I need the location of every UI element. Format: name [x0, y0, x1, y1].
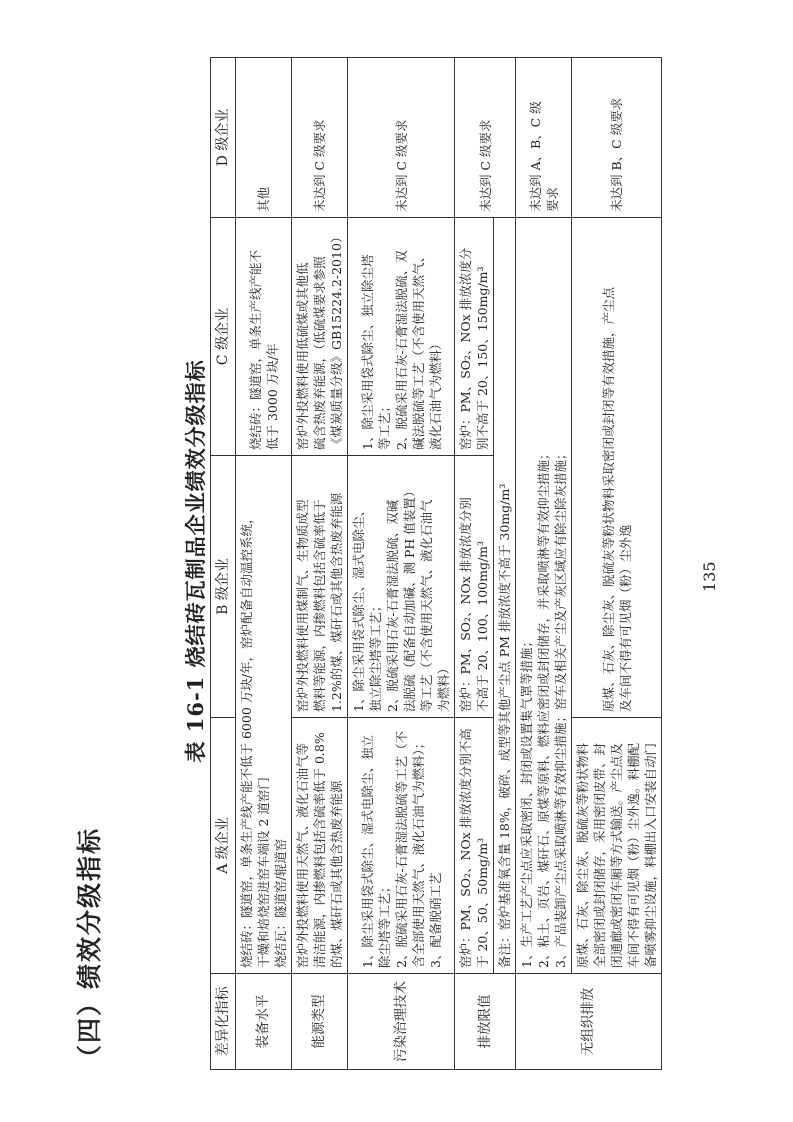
emission-d: 未达到 C 级要求: [455, 58, 516, 218]
treatment-c: [348, 218, 455, 456]
text-line: 除尘塔等工艺；: [376, 880, 392, 968]
text-line: 不高于 20、100、100mg/m³: [475, 540, 490, 712]
text-line: 别不高于 20、150、150mg/m³: [475, 266, 490, 450]
text-line: 及车间不得有可见烟（粉）尘外逸: [617, 524, 633, 712]
text-line: 《煤炭质量分级》GB15224.2-2010）: [329, 230, 344, 450]
row-treatment: [348, 58, 455, 1070]
header-a: A 级企业: [211, 718, 236, 974]
text-line: 1、生产工艺产尘点应采取密闭、封闭或设置集气罩等措施；: [519, 635, 534, 968]
fugitive-bc: [572, 218, 662, 718]
energy-a: [292, 718, 348, 974]
indicator-equipment: 装备水平: [236, 974, 292, 1070]
fugitive-common: [516, 218, 572, 974]
text-line: 未达到 A、B、C 级: [527, 101, 543, 212]
text-line: 车间不得有可见烟（粉）尘外逸。料棚配: [626, 742, 641, 968]
text-line: 1、除尘采用袋式除尘、湿式电除尘、: [351, 504, 366, 712]
text-line: 备喷雾抑尘设施，料棚出入口安装自动门: [643, 742, 658, 968]
emission-b: [455, 456, 494, 718]
treatment-d: 未达到 C 级要求: [348, 58, 455, 218]
equipment-c: [236, 218, 292, 456]
header-c: C 级企业: [211, 218, 236, 456]
text-line: 窑炉：PM、SO₂、NOx 排放浓度分: [458, 247, 473, 450]
treatment-b: [348, 456, 455, 718]
indicator-fugitive: 无组织排放: [516, 974, 662, 1070]
text-line: 烧结瓦：隧道窑/辊道窑: [273, 838, 288, 968]
text-line: 全部密闭或封闭储存，采用密闭皮带、封: [592, 742, 607, 968]
header-row: [211, 58, 236, 1070]
equipment-d: 其他: [236, 58, 292, 218]
text-line: 2、脱硫采用石灰-石膏湿法脱硫、双: [393, 250, 409, 450]
row-equipment: [236, 58, 292, 1070]
text-line: 原煤、石灰、除尘灰、脱硫灰等粉状物料: [575, 742, 590, 968]
text-line: 为燃料）: [436, 661, 451, 712]
row-fugitive-detail: [572, 58, 662, 1070]
fugitive-d: 未达到 B、C 级要求: [572, 58, 662, 218]
text-line: 等工艺（不含使用天然气、液化石油气: [419, 499, 434, 712]
energy-c: [292, 218, 348, 456]
text-line: 2、脱硫采用石灰-石膏湿法脱硫、双碱: [385, 499, 400, 712]
text-line: 原煤、石灰、除尘灰、脱硫灰等粉状物料采取密闭或封闭等有效措施，产尘点: [600, 286, 616, 712]
text-line: 燃料等能源，内掺燃料包括含硫率低于: [312, 499, 327, 712]
energy-d: 未达到 C 级要求: [292, 58, 348, 218]
header-indicator: 差异化指标: [211, 974, 236, 1070]
text-line: 独立除尘塔等工艺；: [368, 599, 383, 712]
text-line: 等工艺；: [376, 399, 392, 450]
energy-b: [292, 456, 348, 718]
text-line: 窑炉外投燃料使用煤制气、生物质成型: [295, 499, 310, 712]
text-line: 窑炉外投燃料使用天然气、液化石油气等: [295, 742, 310, 968]
emission-c: [455, 218, 494, 456]
fugitive-a: [572, 718, 662, 974]
text-line: 干燥和焙烧窑进窑车端设 2 道窑门: [256, 777, 271, 968]
emission-note: 备注：窑炉基准氧含量 18%，破碎、成型等其他产尘点 PM 排放浓度不高于 30mg/m³: [494, 218, 516, 974]
text-line: 烧结砖：隧道窑，单条生产线产能不低于 6000 万块/年，窑炉配备自动温控系统，: [239, 511, 254, 968]
text-line: 2、脱硫采用石灰-石膏湿法脱硫等工艺（不: [393, 730, 409, 968]
text-line: 低于 3000 万块/年: [264, 343, 280, 450]
text-line: 硫含热废弃能源，（低硫煤要求参照: [312, 256, 327, 450]
text-line: 窑炉外投燃料使用低硫煤或其他低: [295, 262, 310, 450]
text-line: 1、除尘采用袋式除尘、湿式电除尘、独立: [359, 735, 375, 968]
text-line: 要求: [544, 186, 560, 212]
fugitive-common-d: [516, 58, 572, 218]
performance-grading-table: [210, 57, 662, 1070]
text-line: 3、产品装卸产尘点采取喷淋等有效抑尘措施；窑车及相关产尘及产灰区域应有除尘除灰措施；: [553, 447, 568, 968]
indicator-treatment: 污染治理技术: [348, 974, 455, 1070]
row-emission: [455, 58, 494, 1070]
page-number: 135: [700, 561, 719, 592]
text-line: 闭通廊或密闭车厢等方式输送。产尘点及: [609, 742, 624, 968]
text-line: 1、除尘采用袋式除尘、独立除尘塔: [359, 254, 375, 450]
text-line: 碱法脱硫等工艺（不含使用天然气、: [410, 249, 426, 450]
text-line: 2、粘土、页岩、煤矸石、原煤等原料、燃料应密闭或封闭储存，并采取喷淋等有效抑尘措施；: [536, 447, 551, 968]
indicator-emission: 排放限值: [455, 974, 516, 1070]
indicator-energy: 能源类型: [292, 974, 348, 1070]
text-line: 清洁能源，内掺燃料包括含硫率低于 0.8%: [312, 732, 327, 968]
table-title: 表 16-1 烧结砖瓦制品企业绩效分级指标: [183, 359, 208, 763]
equipment-ab: [236, 456, 292, 974]
text-line: 窑炉：PM、SO₂、NOx 排放浓度分别不高: [458, 728, 473, 968]
text-line: 法脱硫（配备自动加碱、测 PH 值装置）: [402, 484, 417, 712]
text-line: 于 20、50、50mg/m³: [475, 837, 490, 968]
text-line: 1.2%的煤、煤矸石或其他含热废弃能源: [329, 492, 344, 712]
text-line: 窑炉：PM、SO₂、NOx 排放浓度分别: [458, 497, 473, 712]
row-fugitive-common: [516, 58, 572, 1070]
treatment-a: [348, 718, 455, 974]
text-line: 液化石油气为燃料）: [427, 337, 443, 450]
text-line: 的煤、煤矸石或其他含热废弃能源: [329, 780, 344, 968]
section-title: （四）绩效分级指标: [75, 826, 104, 1070]
text-line: 3、配备脱硝工艺: [427, 872, 443, 968]
text-line: 含全部使用天然气、液化石油气为燃料）；: [410, 736, 426, 968]
text-line: 烧结砖：隧道窑，单条生产线产能不: [247, 249, 263, 450]
row-energy: [292, 58, 348, 1070]
emission-a: [455, 718, 494, 974]
header-b: B 级企业: [211, 456, 236, 718]
header-d: D 级企业: [211, 58, 236, 218]
